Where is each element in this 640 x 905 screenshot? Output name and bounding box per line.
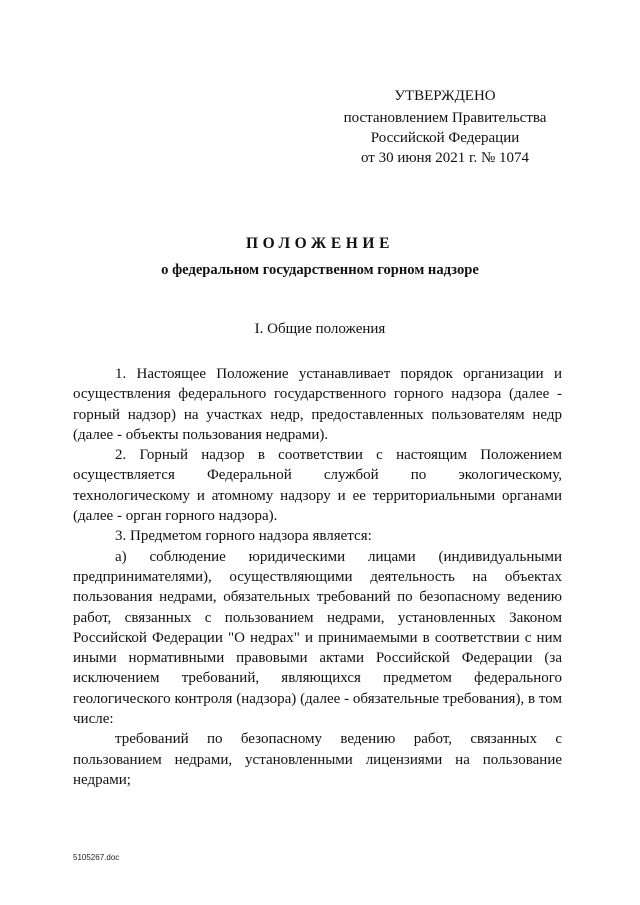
paragraph-1: 1. Настоящее Положение устанавливает порядок организации и осуществления федерального государственного горного надзора (далее - горный надзор) на участках недр, предоставленных пользователям недр (далее - объекты пользования недрами). — [73, 366, 562, 443]
approval-line-3: от 30 июня 2021 г. № 1074 — [360, 150, 530, 166]
section-heading: I. Общие положения — [254, 321, 386, 337]
approval-line-2: Российской Федерации — [370, 130, 520, 146]
paragraph-2: 2. Горный надзор в соответствии с настоящим Положением осуществляется Федеральной службой по экологическому, технологическому и атомному надзору и ее территориальными органами (далее - орган горного надзора). — [73, 447, 562, 525]
document-subtitle: о федеральном государственном горном надзоре — [161, 262, 479, 278]
document-file-reference: 5105267.doc — [73, 853, 120, 862]
document-body — [73, 364, 562, 790]
paragraph-3a-item: требований по безопасному ведению работ, связанных с пользованием недрами, установленными лицензиями на пользование недрами; — [73, 731, 562, 788]
approval-stamp: УТВЕРЖДЕНО — [394, 88, 496, 104]
approval-line-1: постановлением Правительства — [343, 110, 547, 126]
document-title: ПОЛОЖЕНИЕ — [245, 235, 395, 252]
approval-block — [330, 86, 560, 168]
paragraph-3: 3. Предметом горного надзора является: — [115, 528, 372, 545]
paragraph-3a: а) соблюдение юридическими лицами (индивидуальными предпринимателями), осуществляющими деятельность на объектах пользования недрами, обязательных требований по безопасному ведению работ, связанных с пользованием недрами, установленных Законом Российской Федерации "О недрах" и принимаемыми в соответствии с ним иными нормативными правовыми актами Российской Федерации (за исключением требований, являющихся предметом федерального геологического контроля (надзора) (далее - обязательные требования), в том числе: — [73, 548, 562, 728]
